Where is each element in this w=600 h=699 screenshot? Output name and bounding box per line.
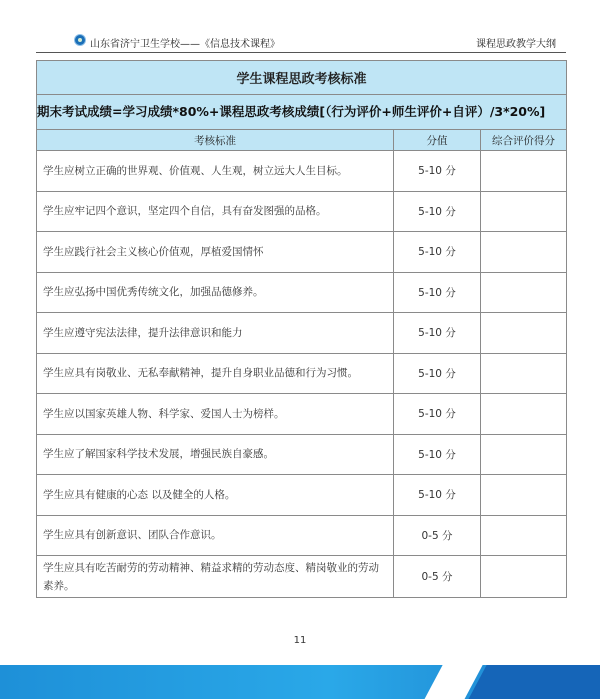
row-result — [481, 151, 567, 192]
row-score: 5-10 分 — [394, 232, 481, 273]
table-row — [37, 434, 567, 475]
header-document-title: 课程思政教学大纲 — [476, 39, 556, 50]
footer-slash-dark — [460, 665, 600, 699]
row-result — [481, 515, 567, 556]
formula-row — [37, 95, 567, 130]
table-row — [37, 475, 567, 516]
table-title-row — [37, 61, 567, 95]
table-row — [37, 272, 567, 313]
page-header — [36, 30, 566, 53]
row-standard: 学生应树立正确的世界观、价值观、人生观，树立远大人生目标。 — [37, 151, 394, 192]
row-standard: 学生应遵守宪法法律，提升法律意识和能力 — [37, 313, 394, 354]
row-score: 5-10 分 — [394, 191, 481, 232]
table-row — [37, 191, 567, 232]
row-score: 0-5 分 — [394, 556, 481, 598]
row-standard: 学生应具有吃苦耐劳的劳动精神、精益求精的劳动态度、精岗敬业的劳动素养。 — [37, 556, 394, 598]
row-score: 0-5 分 — [394, 515, 481, 556]
row-score: 5-10 分 — [394, 151, 481, 192]
footer-decoration — [0, 665, 600, 699]
table-row — [37, 394, 567, 435]
row-result — [481, 313, 567, 354]
row-result — [481, 353, 567, 394]
row-score: 5-10 分 — [394, 475, 481, 516]
table-row — [37, 515, 567, 556]
row-standard: 学生应具有创新意识、团队合作意识。 — [37, 515, 394, 556]
row-result — [481, 394, 567, 435]
column-header-row — [37, 130, 567, 151]
table-row — [37, 353, 567, 394]
row-result — [481, 272, 567, 313]
assessment-table — [36, 60, 567, 598]
grade-formula: 期末考试成绩=学习成绩*80%+课程思政考核成绩[（行为评价+师生评价+自评）/3*20%] — [37, 95, 567, 130]
row-standard: 学生应具有岗敬业、无私奉献精神，提升自身职业品德和行为习惯。 — [37, 353, 394, 394]
table-title: 学生课程思政考核标准 — [37, 61, 567, 95]
row-standard: 学生应牢记四个意识，坚定四个自信，具有奋发图强的品格。 — [37, 191, 394, 232]
table-row — [37, 151, 567, 192]
column-header-result: 综合评价得分 — [481, 130, 567, 151]
row-score: 5-10 分 — [394, 434, 481, 475]
column-header-score: 分值 — [394, 130, 481, 151]
row-score: 5-10 分 — [394, 353, 481, 394]
header-school-title: 山东省济宁卫生学校——《信息技术课程》 — [90, 39, 280, 50]
row-standard: 学生应了解国家科学技术发展，增强民族自豪感。 — [37, 434, 394, 475]
page-number: 11 — [293, 635, 307, 646]
row-result — [481, 191, 567, 232]
row-standard: 学生应弘扬中国优秀传统文化，加强品德修养。 — [37, 272, 394, 313]
row-result — [481, 475, 567, 516]
row-score: 5-10 分 — [394, 394, 481, 435]
row-result — [481, 556, 567, 598]
row-standard: 学生应具有健康的心态 以及健全的人格。 — [37, 475, 394, 516]
row-score: 5-10 分 — [394, 272, 481, 313]
row-standard: 学生应践行社会主义核心价值观，厚植爱国情怀 — [37, 232, 394, 273]
table-row — [37, 313, 567, 354]
row-standard: 学生应以国家英雄人物、科学家、爱国人士为榜样。 — [37, 394, 394, 435]
school-logo-icon — [74, 34, 86, 46]
table-row — [37, 556, 567, 598]
row-score: 5-10 分 — [394, 313, 481, 354]
row-result — [481, 434, 567, 475]
table-row — [37, 232, 567, 273]
row-result — [481, 232, 567, 273]
column-header-standard: 考核标准 — [37, 130, 394, 151]
